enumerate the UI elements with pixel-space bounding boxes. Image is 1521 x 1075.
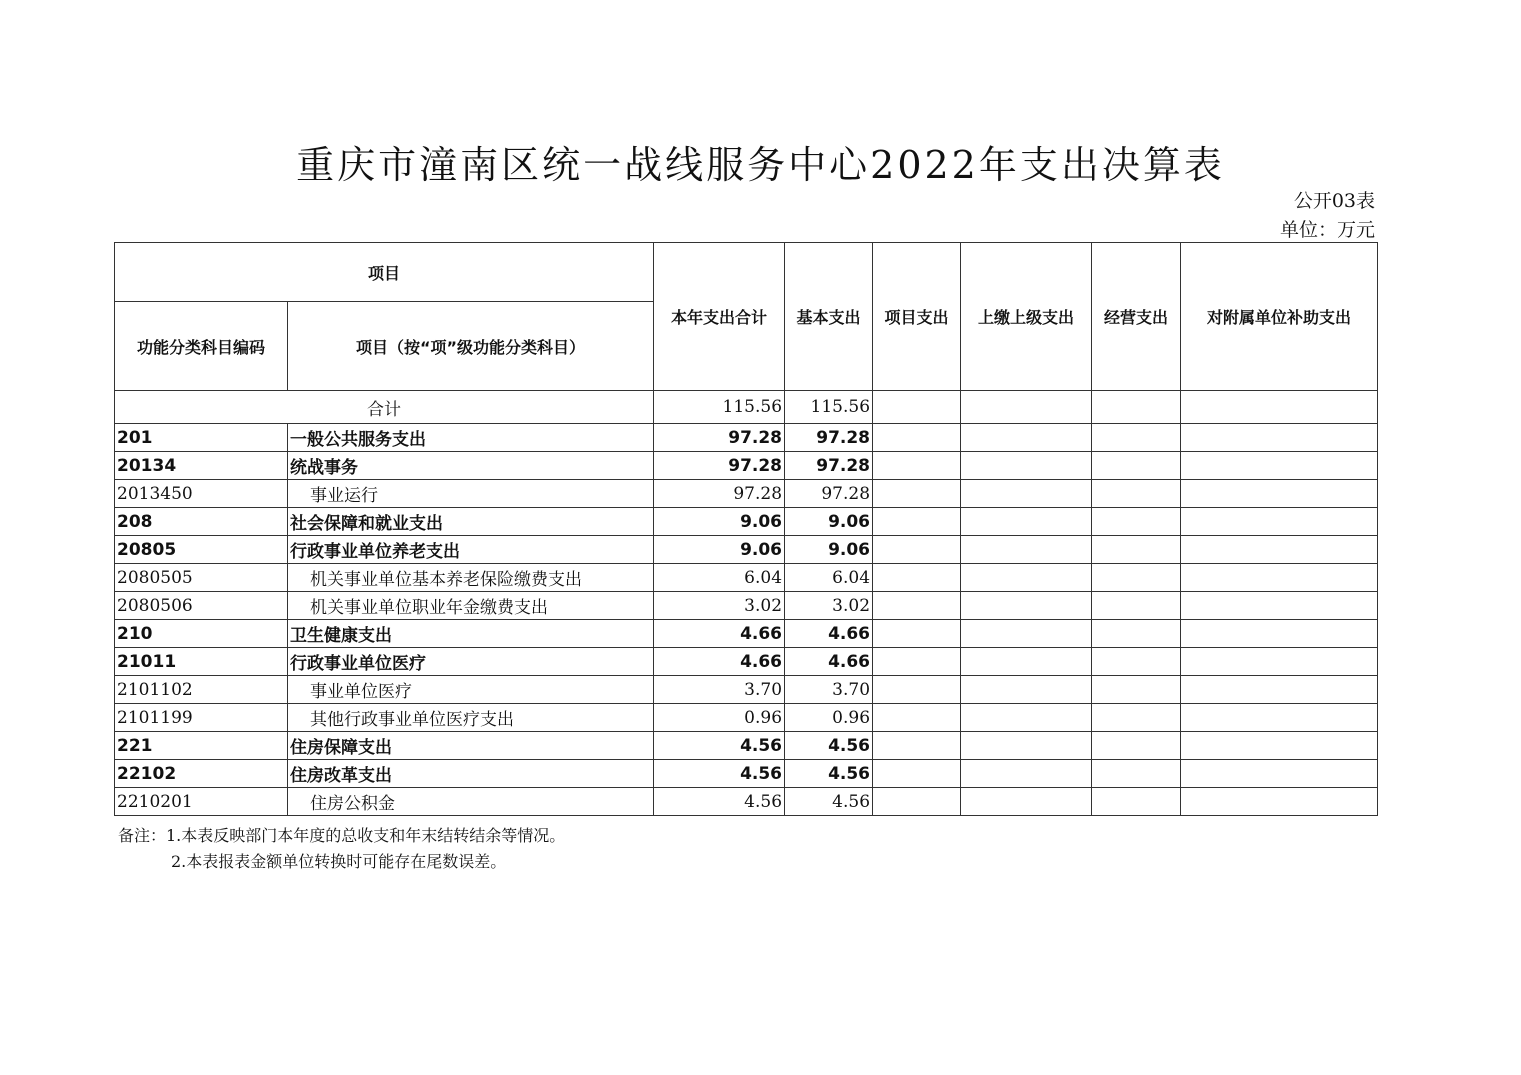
cell-empty — [961, 391, 1092, 424]
cell-empty — [961, 648, 1092, 676]
cell-empty — [1181, 391, 1378, 424]
cell-empty — [961, 508, 1092, 536]
note-1: 备注：1.本表反映部门本年度的总收支和年末结转结余等情况。 — [118, 826, 566, 845]
cell-empty — [1181, 508, 1378, 536]
cell-empty — [961, 592, 1092, 620]
row-name: 事业单位医疗 — [288, 676, 654, 704]
row-basic: 3.02 — [785, 592, 873, 620]
cell-empty — [1092, 480, 1181, 508]
header-subsidy: 对附属单位补助支出 — [1181, 243, 1378, 391]
row-total: 9.06 — [654, 508, 785, 536]
table-row — [115, 620, 1378, 648]
row-code: 210 — [115, 620, 288, 648]
row-total: 4.66 — [654, 620, 785, 648]
total-label: 合计 — [115, 391, 654, 424]
notes — [118, 823, 565, 875]
table-row — [115, 592, 1378, 620]
row-basic: 4.66 — [785, 648, 873, 676]
row-code: 2101199 — [115, 704, 288, 732]
row-basic: 3.70 — [785, 676, 873, 704]
row-code: 2080505 — [115, 564, 288, 592]
table-row — [115, 704, 1378, 732]
cell-empty — [1092, 536, 1181, 564]
row-code: 2101102 — [115, 676, 288, 704]
row-total: 97.28 — [654, 424, 785, 452]
row-total: 3.02 — [654, 592, 785, 620]
row-basic: 6.04 — [785, 564, 873, 592]
row-basic: 97.28 — [785, 480, 873, 508]
cell-empty — [1181, 536, 1378, 564]
row-total: 97.28 — [654, 452, 785, 480]
cell-empty — [1181, 704, 1378, 732]
row-name: 统战事务 — [288, 452, 654, 480]
cell-empty — [961, 704, 1092, 732]
row-total: 9.06 — [654, 536, 785, 564]
cell-empty — [1181, 620, 1378, 648]
table-row — [115, 508, 1378, 536]
header-project: 项目 — [115, 243, 654, 302]
cell-empty — [1181, 648, 1378, 676]
row-basic: 0.96 — [785, 704, 873, 732]
table-row — [115, 732, 1378, 760]
cell-empty — [1092, 508, 1181, 536]
cell-empty — [1181, 760, 1378, 788]
row-basic: 4.56 — [785, 788, 873, 816]
cell-empty — [1092, 620, 1181, 648]
row-code: 208 — [115, 508, 288, 536]
row-basic: 4.56 — [785, 732, 873, 760]
cell-empty — [1092, 704, 1181, 732]
cell-empty — [1181, 676, 1378, 704]
total-row — [115, 391, 1378, 424]
row-total: 4.56 — [654, 732, 785, 760]
cell-empty — [873, 788, 961, 816]
cell-empty — [1092, 760, 1181, 788]
header-basic: 基本支出 — [785, 243, 873, 391]
cell-empty — [1092, 564, 1181, 592]
cell-empty — [873, 648, 961, 676]
row-code: 2013450 — [115, 480, 288, 508]
cell-empty — [873, 760, 961, 788]
cell-empty — [961, 536, 1092, 564]
row-code: 20805 — [115, 536, 288, 564]
table-row — [115, 480, 1378, 508]
header-total: 本年支出合计 — [654, 243, 785, 391]
page-title: 重庆市潼南区统一战线服务中心2022年支出决算表 — [296, 143, 1225, 187]
row-basic: 4.56 — [785, 760, 873, 788]
unit-label: 单位：万元 — [1279, 219, 1375, 241]
expenditure-table — [114, 242, 1378, 816]
row-name: 卫生健康支出 — [288, 620, 654, 648]
row-basic: 9.06 — [785, 536, 873, 564]
row-total: 3.70 — [654, 676, 785, 704]
table-row — [115, 760, 1378, 788]
row-name: 住房改革支出 — [288, 760, 654, 788]
row-name: 事业运行 — [288, 480, 654, 508]
row-name: 机关事业单位基本养老保险缴费支出 — [288, 564, 654, 592]
row-name: 一般公共服务支出 — [288, 424, 654, 452]
row-name: 社会保障和就业支出 — [288, 508, 654, 536]
cell-empty — [961, 424, 1092, 452]
cell-empty — [1181, 480, 1378, 508]
cell-empty — [1181, 424, 1378, 452]
cell-empty — [1181, 564, 1378, 592]
row-name: 其他行政事业单位医疗支出 — [288, 704, 654, 732]
row-code: 221 — [115, 732, 288, 760]
cell-empty — [873, 452, 961, 480]
row-name: 行政事业单位医疗 — [288, 648, 654, 676]
cell-empty — [1092, 648, 1181, 676]
cell-empty — [961, 452, 1092, 480]
cell-empty — [1092, 788, 1181, 816]
total-sum: 115.56 — [654, 391, 785, 424]
row-total: 97.28 — [654, 480, 785, 508]
cell-empty — [961, 480, 1092, 508]
table-row — [115, 676, 1378, 704]
header-upper-payment: 上缴上级支出 — [961, 243, 1092, 391]
row-name: 住房保障支出 — [288, 732, 654, 760]
table-row — [115, 788, 1378, 816]
cell-empty — [1181, 592, 1378, 620]
header-business: 经营支出 — [1092, 243, 1181, 391]
cell-empty — [1092, 592, 1181, 620]
row-code: 2080506 — [115, 592, 288, 620]
row-total: 0.96 — [654, 704, 785, 732]
row-basic: 97.28 — [785, 452, 873, 480]
cell-empty — [1092, 424, 1181, 452]
row-basic: 4.66 — [785, 620, 873, 648]
cell-empty — [873, 564, 961, 592]
cell-empty — [961, 788, 1092, 816]
cell-empty — [1181, 452, 1378, 480]
cell-empty — [1181, 788, 1378, 816]
table-row — [115, 452, 1378, 480]
table-row — [115, 648, 1378, 676]
cell-empty — [961, 732, 1092, 760]
cell-empty — [873, 704, 961, 732]
row-basic: 9.06 — [785, 508, 873, 536]
row-code: 201 — [115, 424, 288, 452]
table-row — [115, 424, 1378, 452]
row-total: 4.56 — [654, 788, 785, 816]
row-name: 行政事业单位养老支出 — [288, 536, 654, 564]
cell-empty — [961, 760, 1092, 788]
note-2: 2.本表报表金额单位转换时可能存在尾数误差。 — [171, 852, 507, 871]
row-code: 22102 — [115, 760, 288, 788]
cell-empty — [961, 676, 1092, 704]
header-project-expense: 项目支出 — [873, 243, 961, 391]
cell-empty — [873, 480, 961, 508]
cell-empty — [1092, 391, 1181, 424]
cell-empty — [1092, 676, 1181, 704]
cell-empty — [873, 391, 961, 424]
row-name: 机关事业单位职业年金缴费支出 — [288, 592, 654, 620]
cell-empty — [961, 620, 1092, 648]
row-basic: 97.28 — [785, 424, 873, 452]
cell-empty — [961, 564, 1092, 592]
header-code: 功能分类科目编码 — [115, 302, 288, 391]
cell-empty — [873, 620, 961, 648]
cell-empty — [873, 592, 961, 620]
table-row — [115, 536, 1378, 564]
cell-empty — [1092, 732, 1181, 760]
cell-empty — [873, 732, 961, 760]
cell-empty — [873, 508, 961, 536]
row-name: 住房公积金 — [288, 788, 654, 816]
header-name: 项目（按“项”级功能分类科目） — [288, 302, 654, 391]
row-total: 6.04 — [654, 564, 785, 592]
row-total: 4.66 — [654, 648, 785, 676]
cell-empty — [1181, 732, 1378, 760]
row-code: 21011 — [115, 648, 288, 676]
table-number: 公开03表 — [1293, 190, 1375, 212]
row-code: 20134 — [115, 452, 288, 480]
row-code: 2210201 — [115, 788, 288, 816]
cell-empty — [873, 676, 961, 704]
cell-empty — [1092, 452, 1181, 480]
cell-empty — [873, 424, 961, 452]
table-row — [115, 564, 1378, 592]
cell-empty — [873, 536, 961, 564]
row-total: 4.56 — [654, 760, 785, 788]
total-basic: 115.56 — [785, 391, 873, 424]
